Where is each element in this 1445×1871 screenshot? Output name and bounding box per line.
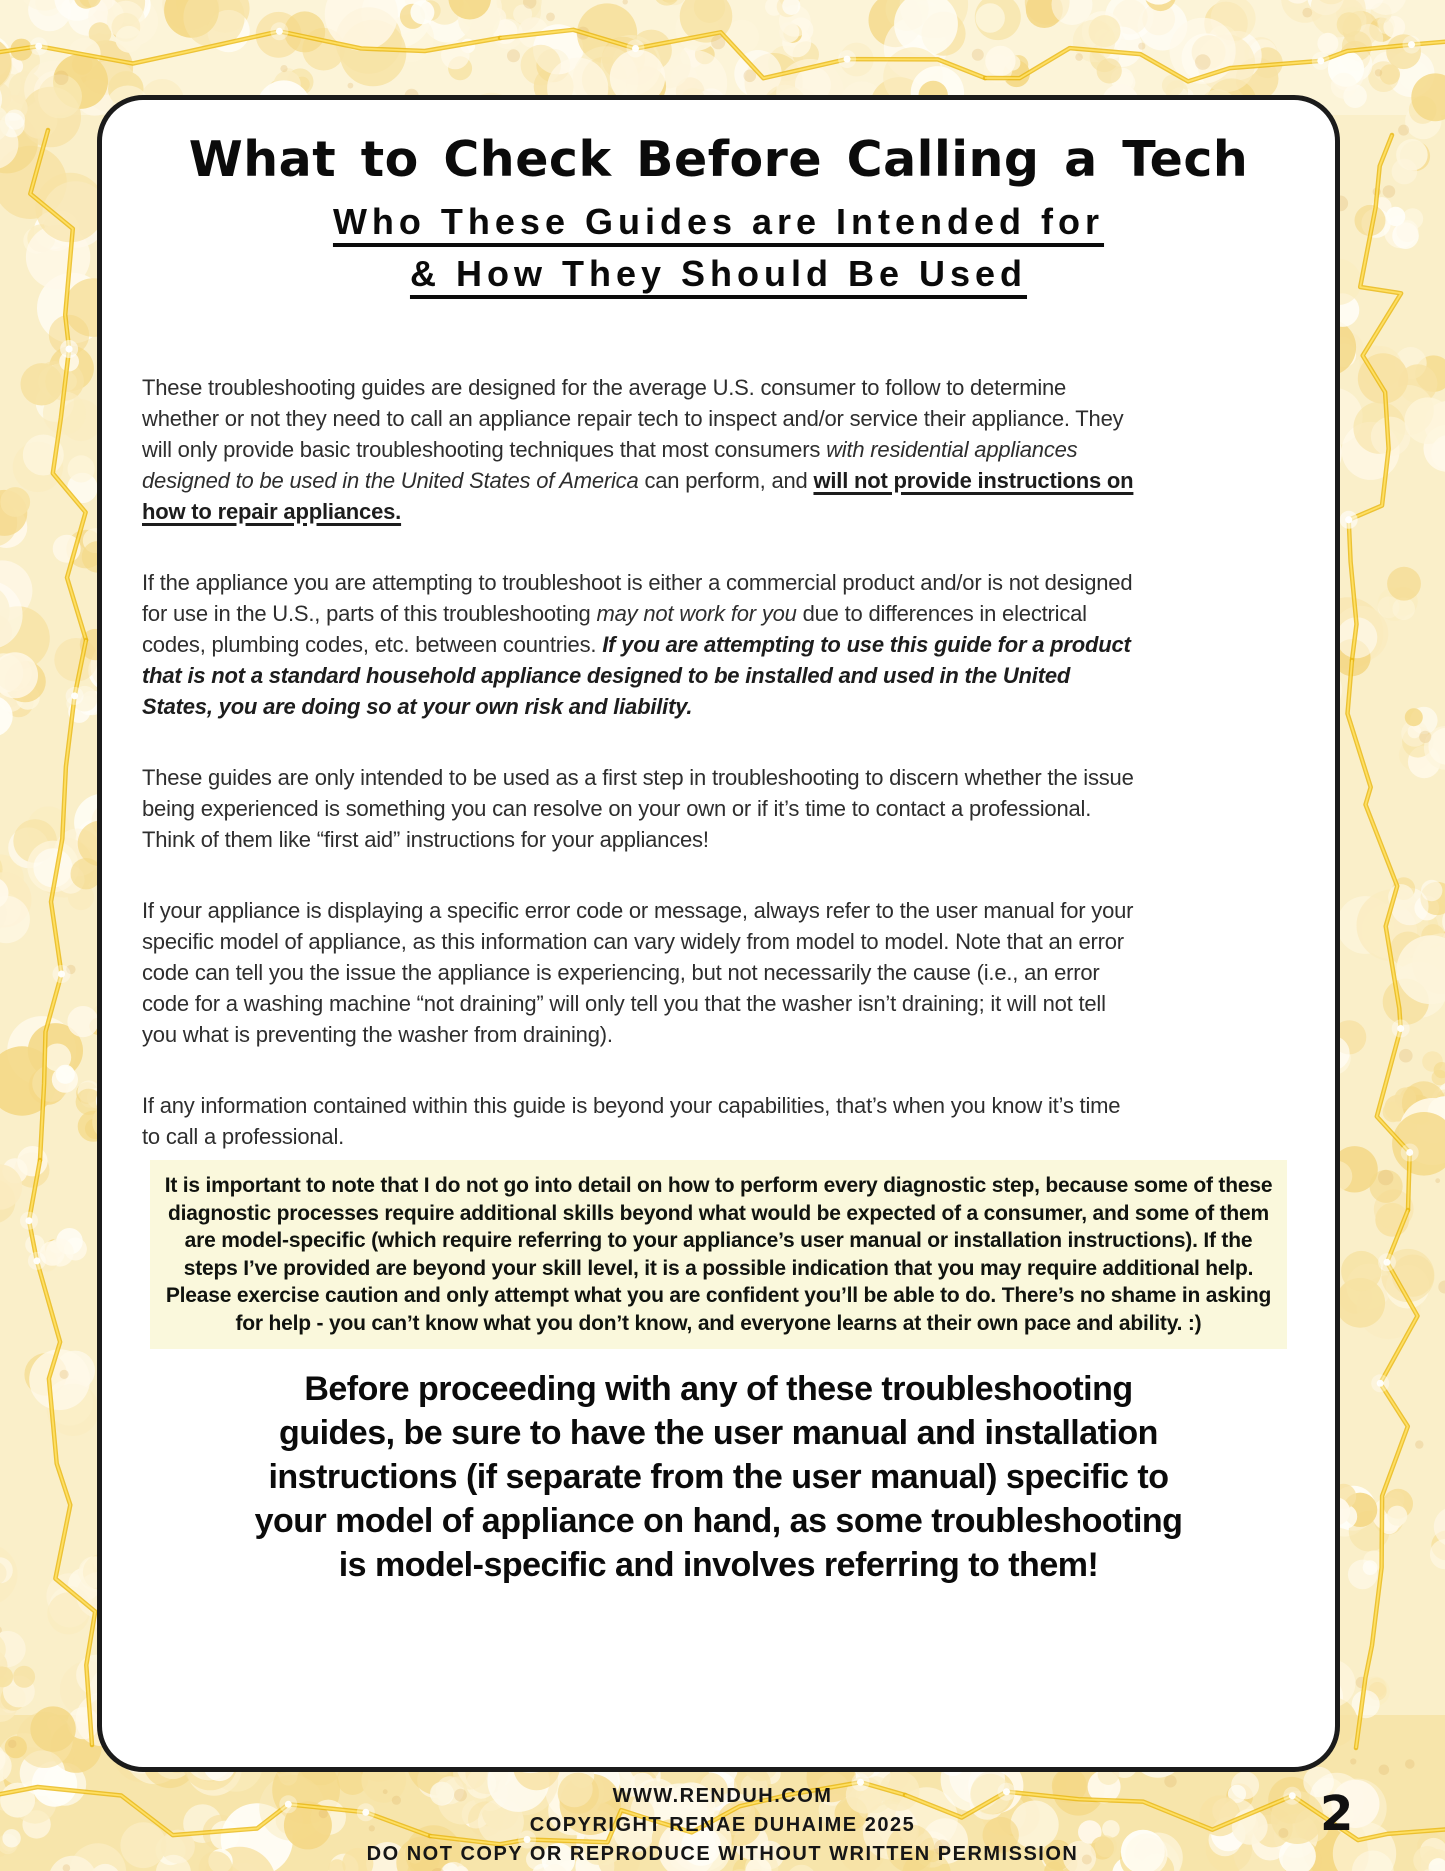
body-paragraph: If the appliance you are attempting to troubleshoot is either a commercial product and/or is not designed for use in the U.S., parts of this troubleshooting may not work for you due to differences in electrical codes, plumbing codes, etc. between countries. If you are attempting to use this guide for a product that is not a standard household appliance designed to be installed and used in the United States, you are doing so at your own risk and liability. (142, 570, 1133, 719)
body-paragraph: If your appliance is displaying a specific error code or message, always refer to the user manual for your specific model of appliance, as this information can vary widely from model to model. Note that an error code can tell you the issue the appliance is experiencing, but not necessarily the cause (i.e., an error code for a washing machine “not draining” will only tell you that the washer isn’t draining; it will not tell you what is preventing the washer from draining). (142, 898, 1134, 1047)
page-title: What to Check Before Calling a Tech (188, 131, 1249, 188)
closing-line: Before proceeding with any of these troubleshooting (304, 1370, 1133, 1408)
footer-copyright: COPYRIGHT RENAE DUHAIME 2025 (529, 1814, 916, 1836)
closing-line: guides, be sure to have the user manual and installation (279, 1414, 1158, 1452)
closing-line: your model of appliance on hand, as some troubleshooting (254, 1502, 1183, 1540)
body-paragraph: These troubleshooting guides are designed for the average U.S. consumer to follow to determine whether or not they need to call an appliance repair tech to inspect and/or service their appliance. They will only provide basic troubleshooting techniques that most consumers with residential appliances designed to be used in the United States of America can perform, and will not provide instructions on how to repair appliances. (142, 375, 1134, 524)
note-callout: It is important to note that I do not go into detail on how to perform every diagnostic step, because some of these diagnostic processes require additional skills beyond what would be expected of a consumer, and some of them are model-specific (which require referring to your appliance’s user manual or installation instructions). If the steps I’ve provided are beyond your skill level, it is a possible indication that you may require additional help. Please exercise caution and only attempt what you are confident you’ll be able to do. There’s no shame in asking for help - you can’t know what you don’t know, and everyone learns at their own pace and ability. :) (150, 1160, 1287, 1349)
closing-line: is model-specific and involves referring to them! (338, 1546, 1099, 1584)
subtitle-line-2: & How They Should Be Used (409, 253, 1028, 294)
body-paragraph: If any information contained within this guide is beyond your capabilities, that’s when you know it’s time to call a professional. (142, 1093, 1121, 1149)
body-text (142, 372, 1134, 1152)
footer-website: WWW.RENDUH.COM (612, 1785, 833, 1807)
closing-line: instructions (if separate from the user manual) specific to (268, 1458, 1169, 1496)
page-footer (0, 1782, 1445, 1869)
closing-emphasis (140, 1367, 1297, 1587)
body-paragraph: These guides are only intended to be used as a first step in troubleshooting to discern whether the issue being experienced is something you can resolve on your own or if it’s time to contact a professional. Think of them like “first aid” instructions for your appliances! (142, 765, 1134, 852)
content-card (97, 95, 1340, 1772)
subtitle-line-1: Who These Guides are Intended for (332, 201, 1105, 242)
footer-permission-notice: DO NOT COPY OR REPRODUCE WITHOUT WRITTEN PERMISSION (366, 1843, 1079, 1865)
page-number: 2 (1320, 1786, 1354, 1842)
page-subtitle (140, 196, 1297, 300)
